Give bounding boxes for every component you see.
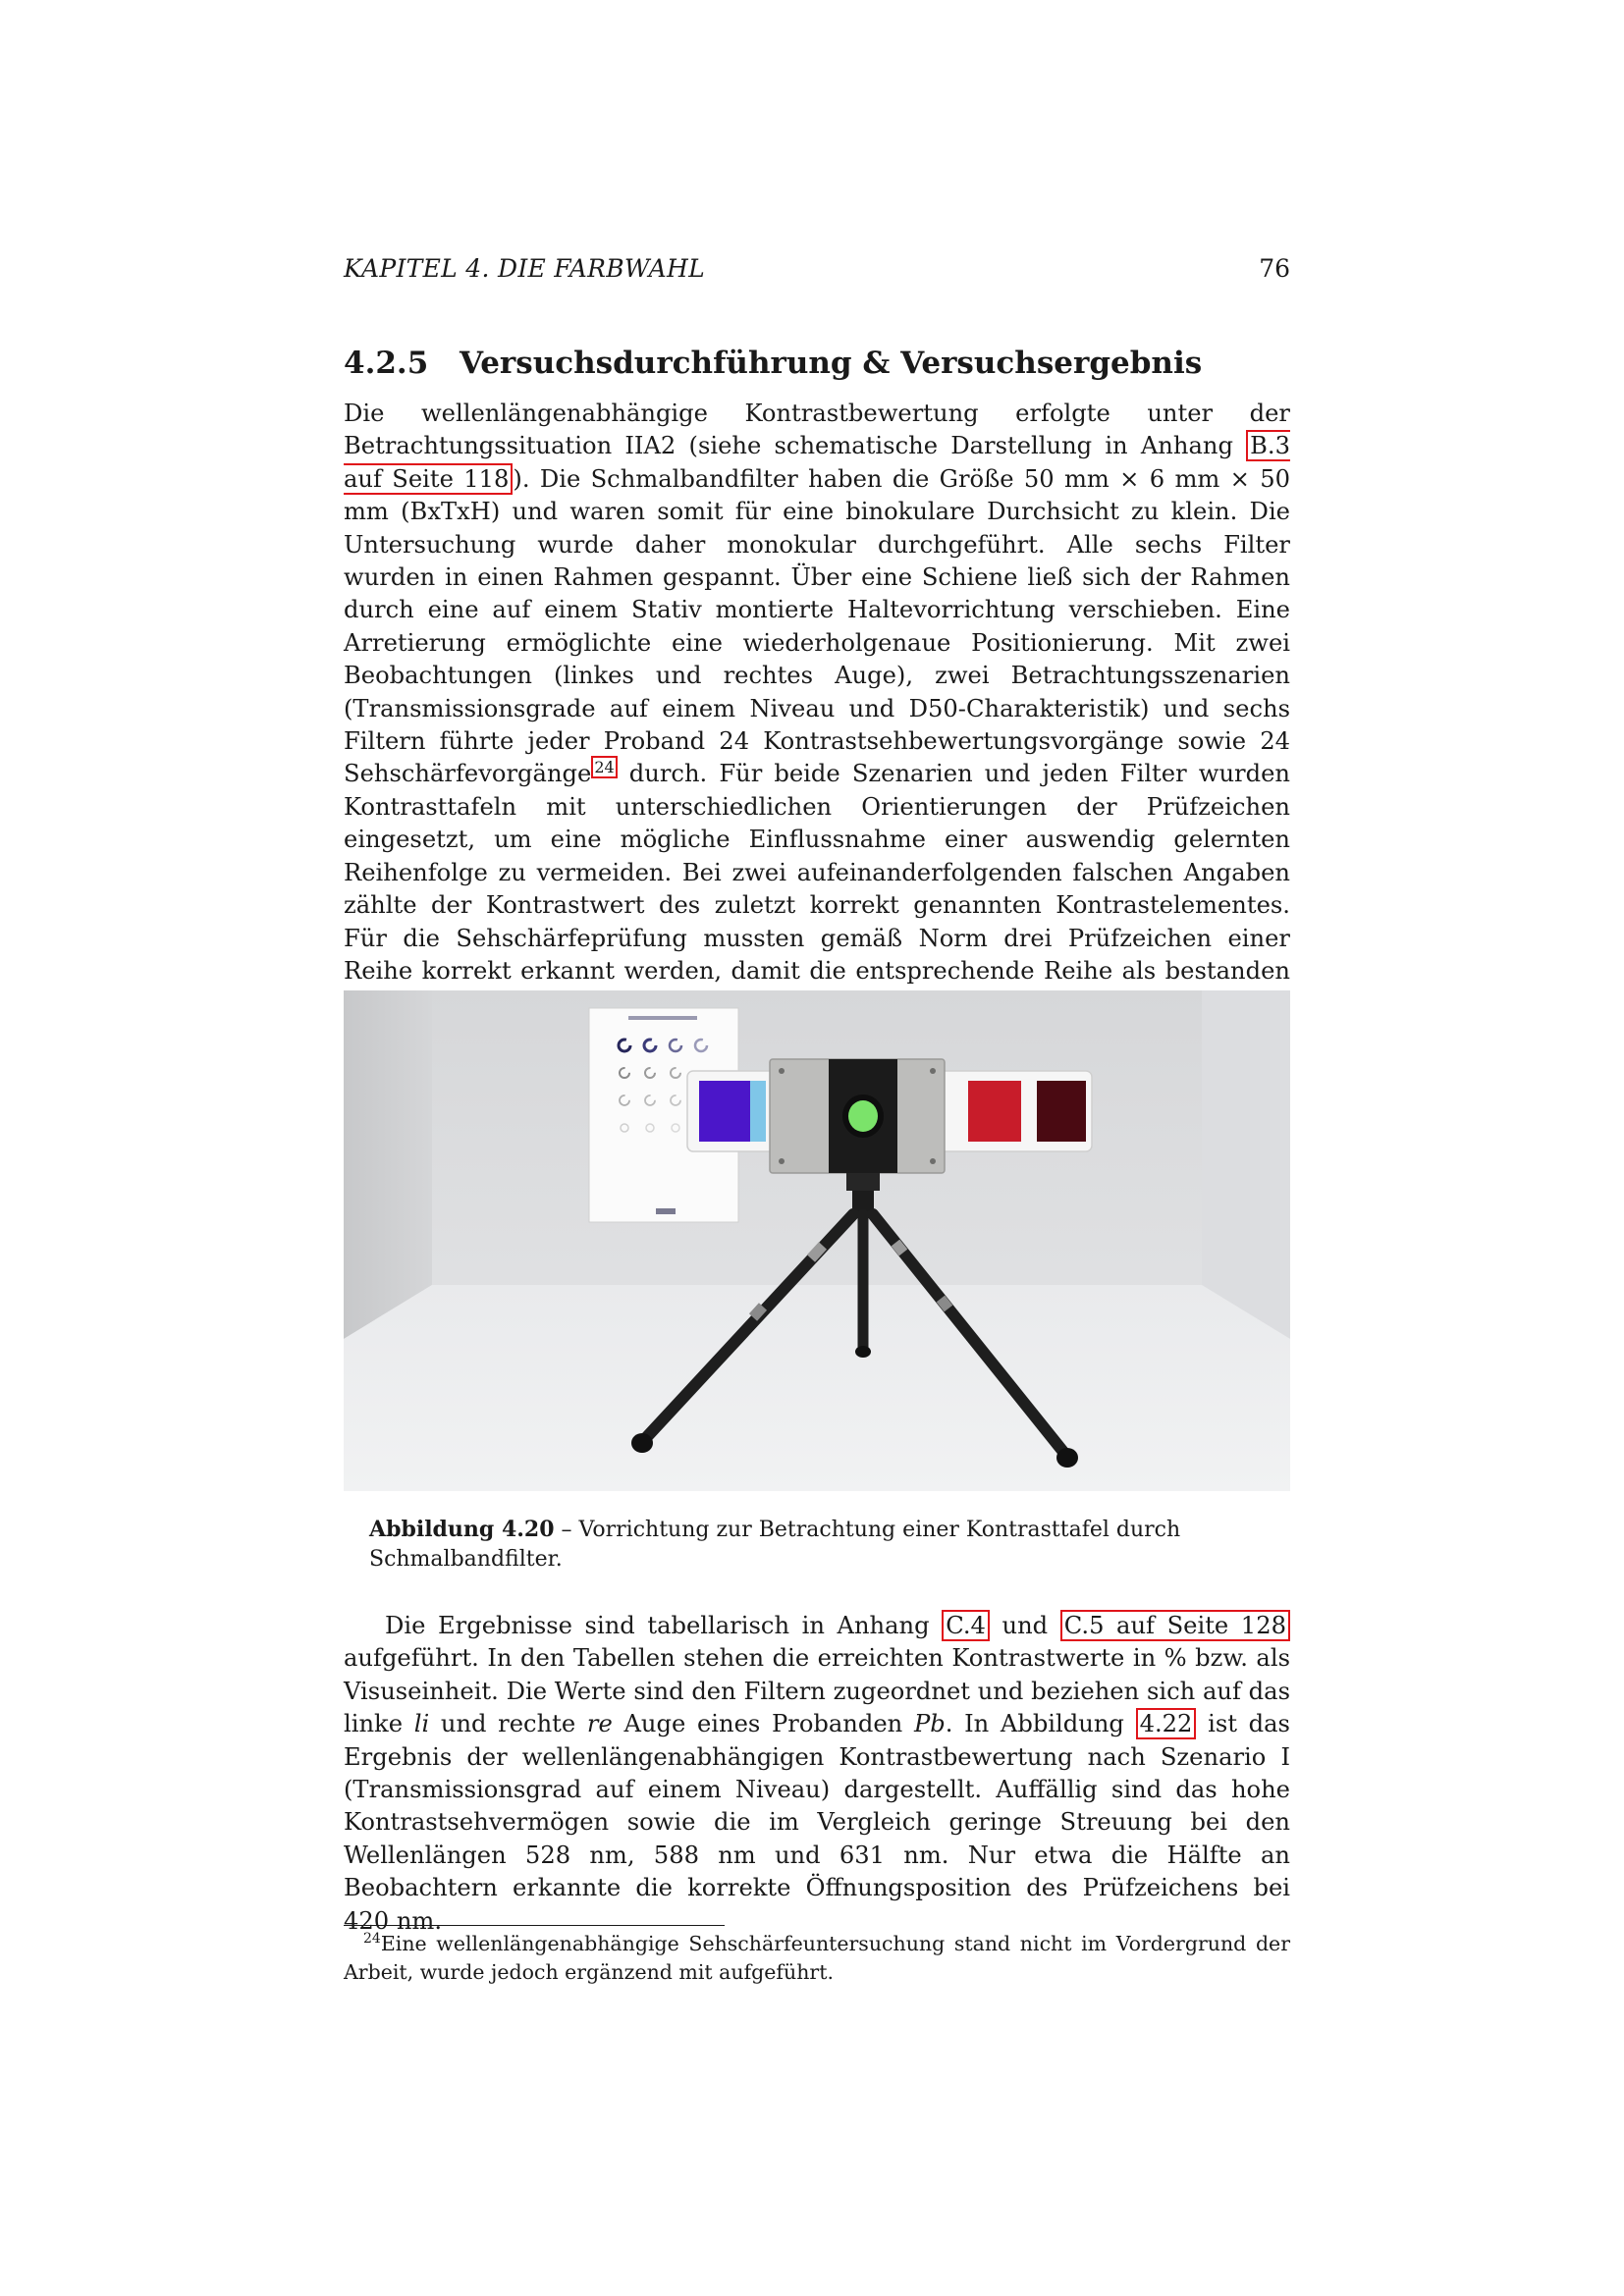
footnote-divider <box>344 1925 725 1926</box>
footnote-link-24[interactable]: 24 <box>591 756 617 778</box>
section-title: Versuchsdurchführung & Versuchsergebnis <box>460 346 1203 381</box>
text-span: Die wellenlängenabhängige Kontrastbewertung erfolgte unter der Betrachtungssituation IIA2 (siehe schematische Darstellung in Anhang <box>344 400 1290 460</box>
floor <box>344 1285 1290 1491</box>
caption-text: – Vorrichtung zur Betrachtung einer Kontrasttafel durch Schmalbandfilter. <box>369 1518 1181 1572</box>
page-header <box>344 251 1290 287</box>
right-wall <box>1202 990 1290 1339</box>
text-span: ). Die Schmalbandfilter haben die Größe 50 mm × 6 mm × 50 mm (BxTxH) und waren somit für eine binokulare Durchsicht zu klein. Die Untersuchung wurde daher monokular durchgeführt. Alle sechs Filter wurden in einen Rahmen gespannt. Über eine Schiene ließ sich der Rahmen durch eine auf einem Stativ montierte Haltevorrichtung verschieben. Eine Arretierung ermöglichte eine wiederholgenaue Positionierung. Mit zwei Beobachtungen (linkes und rechtes Auge), zwei Betrachtungsszenarien (Transmissionsgrade auf einem Niveau und D50-Charakteristik) und sechs Filtern führte jeder Proband 24 Kontrastsehbewertungsvorgänge sowie 24 Sehschärfevorgänge <box>344 464 1290 788</box>
symbol-re: re <box>586 1710 613 1738</box>
link-appendix-b3[interactable]: B.3 auf Seite 118 <box>344 432 1290 493</box>
filter-violet <box>699 1081 752 1142</box>
text-span: durch. Für beide Szenarien und jeden Filter wurden Kontrasttafeln mit unterschiedlichen Orientierungen der Prüfzeichen eingesetzt, um eine mögliche Einflussnahme einer auswendig gelernten Reihenfolge zu vermeiden. Bei zwei aufeinanderfolgenden falschen Angaben zählte der Kontrastwert des zuletzt korrekt genannten Kontrastelementes. Für die Sehschärfeprüfung mussten gemäß Norm drei Prüfzeichen einer Reihe korrekt erkannt werden, damit die entsprechende Reihe als bestanden <box>344 760 1290 985</box>
symbol-li: li <box>413 1710 430 1738</box>
link-figure-4-22[interactable]: 4.22 <box>1136 1708 1197 1739</box>
filter-red <box>968 1081 1021 1142</box>
text-span: ist das Ergebnis der wellenlängenabhängigen Kontrastbewertung nach Szenario I (Transmissionsgrad auf einem Niveau) dargestellt. Auffällig sind das hohe Kontrastsehvermögen sowie die im Vergleich geringe Streuung bei den Wellenlängen 528 nm, 588 nm und 631 nm. Nur etwa die Hälfte an Beobachtern erkannte die korrekte Öffnungsposition des Prüfzeichens bei 420 nm. <box>344 1710 1290 1935</box>
text-span: aufgeführt. In den Tabellen stehen die erreichten Kontrastwerte in % bzw. als Visuseinheit. Die Werte sind den Filtern zugeordnet und beziehen sich auf das linke <box>344 1644 1290 1738</box>
paragraph-results <box>344 1610 1290 1938</box>
text-span: Die Ergebnisse sind tabellarisch in Anhang <box>385 1612 943 1639</box>
paragraph-procedure <box>344 398 1290 1021</box>
text-span: und <box>989 1612 1060 1639</box>
filter-green <box>848 1100 878 1132</box>
caption-label: Abbildung 4.20 <box>369 1517 555 1542</box>
holder-plate <box>770 1059 945 1173</box>
page-number: 76 <box>1259 254 1290 283</box>
text-span: Auge eines Probanden <box>612 1710 914 1738</box>
text-span: . In Abbildung <box>945 1710 1136 1738</box>
link-appendix-c4[interactable]: C.4 <box>942 1610 990 1641</box>
running-head: KAPITEL 4. DIE FARBWAHL <box>344 254 706 283</box>
link-appendix-c5[interactable]: C.5 auf Seite 128 <box>1060 1610 1290 1641</box>
filter-blue <box>750 1081 766 1142</box>
tripod-filter-illustration <box>344 990 1290 1491</box>
footnote-24 <box>344 1930 1290 1987</box>
symbol-pb: Pb <box>913 1710 946 1738</box>
section-number: 4.2.5 <box>344 346 429 381</box>
footnote-mark: 24 <box>363 1931 381 1948</box>
figure-caption <box>369 1515 1265 1575</box>
footnote-text: Eine wellenlängenabhängige Sehschärfeuntersuchung stand nicht im Vordergrund der Arbeit, wurde jedoch ergänzend mit aufgeführt. <box>344 1932 1290 1984</box>
left-wall <box>344 990 432 1339</box>
figure-tripod-filter-photo <box>344 990 1290 1491</box>
filter-dark-red <box>1037 1081 1086 1142</box>
section-heading <box>344 344 1290 383</box>
text-span: und rechte <box>429 1710 587 1738</box>
